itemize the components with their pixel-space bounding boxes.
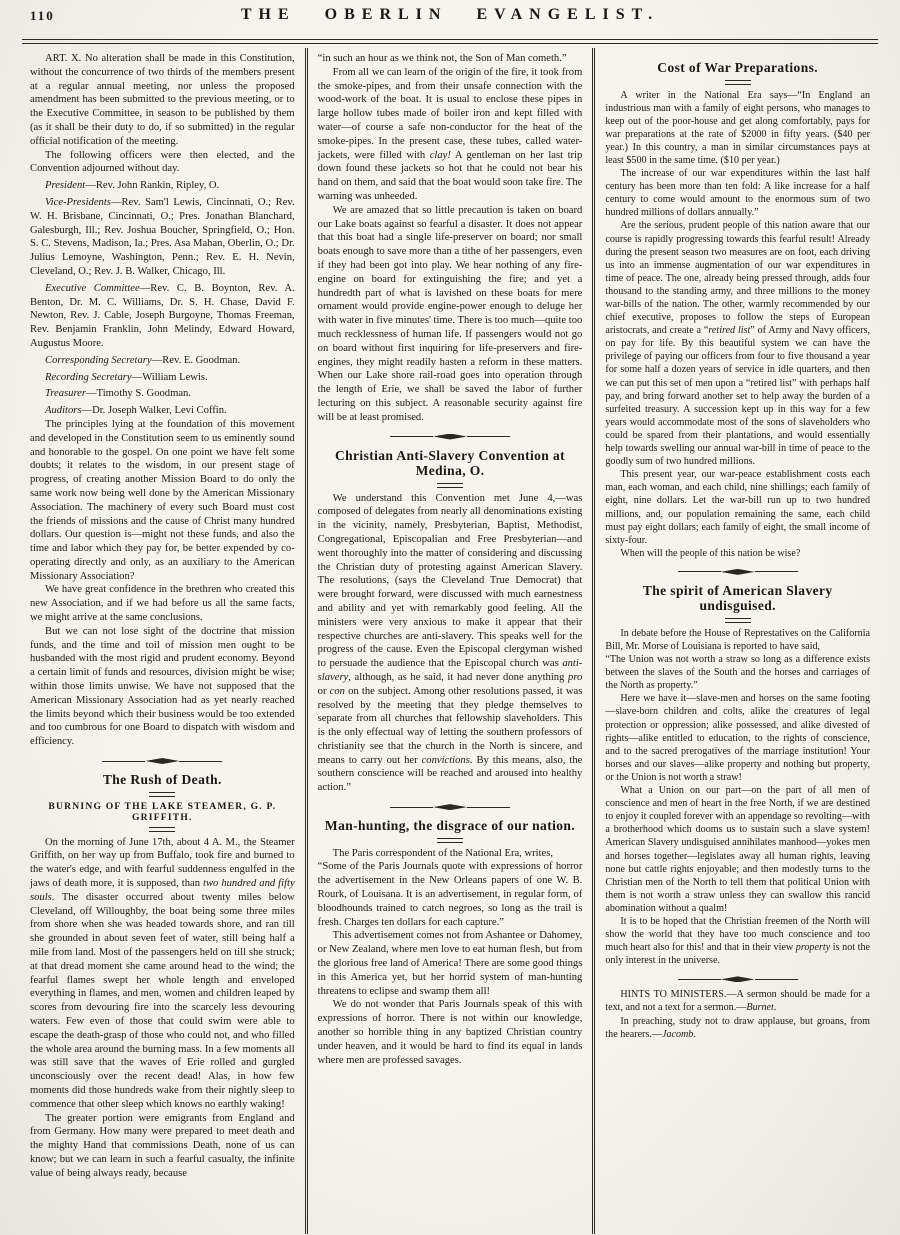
paragraph: “Some of the Paris Journals quote with expressions of horror the advertisement in the New Orleans papers of one W. B. Rourk, of Louisana. It is an advertisement, in regular form, of bloodhounds trained to catch negroes, so long as the trail is fresh. Charges ten dollars for each capture.” (317, 861, 583, 928)
paragraph: The greater portion were emigrants from England and from Germany. How many were prepared to meet death and the mighty Hand that commissions Death, none of us can know; but we can learn in such a fearful casualty, the infinite value of being always ready, because (30, 1112, 295, 1179)
divider-line (755, 979, 798, 980)
paragraph: In debate before the House of Represtatives on the California Bill, Mr. Morse of Louisiana is reported to have said, (605, 627, 871, 653)
divider-diamond-icon (433, 804, 467, 810)
paragraph: We do not wonder that Paris Journals speak of this with expressions of horror. There is not within our knowledge, another so horrible thing in any baptized Christian country under heaven, and it would be hard to find its equal in lands where men are professed savages. (317, 999, 583, 1066)
section-divider-ornament (678, 976, 798, 982)
divider-diamond-icon (145, 758, 179, 764)
divider-line (390, 436, 433, 437)
paragraph: We have great confidence in the brethren who created this new Association, and if we had before us all the same facts, we might arrive at the same conclusions. (30, 584, 295, 624)
divider-line (390, 807, 433, 808)
paragraph: This present year, our war-peace establishment costs each man, each woman, and each child, nine shillings; each family of eight, nine dollars. Let the war-bill run up to two hundred millions, and, our population remaining the same, each child must pay eight dollars; each family of eight, the small income of sixty-four. (605, 469, 871, 546)
article-heading: Cost of War Preparations. (657, 60, 819, 75)
paragraph: A writer in the National Era says—“In England an industrious man with a family of eight persons, who manages to keep out of the poor-house and get along comfortably, pays for war preparations at the rate of $2000 in fifty years. ($40 per year.) In this country, a man in similar circumstances pays at least $500 in the same time. ($10 per year.) (605, 89, 871, 166)
paragraph: This advertisement comes not from Ashantee or Dahomey, or New Zealand, where men love to eat human flesh, but from the glorious free land of America! There are some good things in this America yet, but her horrid system of man-hunting threatens to eclipse and swamp them all! (317, 930, 583, 997)
page-header (0, 0, 900, 36)
page-columns (20, 48, 880, 1234)
section-divider-ornament (678, 569, 798, 575)
header-rule (22, 39, 878, 44)
divider-line (755, 571, 798, 572)
article-heading: The Rush of Death. (102, 772, 222, 788)
masthead-title: THE OBERLIN EVANGELIST. (240, 6, 660, 23)
divider-line (467, 436, 510, 437)
heading-rule (149, 827, 175, 832)
heading-rule (437, 483, 463, 488)
divider-line (678, 571, 721, 572)
paragraph: Recording Secretary—William Lewis. (45, 371, 208, 383)
paragraph: Executive Committee—Rev. C. B. Boynton, Rev. A. Benton, Dr. M. C. Williams, Dr. S. H. Chase, David F. Newton, Rev. J. Cable, Joseph Burgoyne, Thomas Freeman, Rev. Benjamin Franklin, John Melindy, Edward Howard, Augustus Moore. (30, 282, 295, 349)
article-subheading: BURNING OF THE LAKE STEAMER, G. P. GRIFFITH. (48, 800, 277, 823)
divider-diamond-icon (721, 976, 755, 982)
paragraph: The principles lying at the foundation of this movement and developed in the Constitution seem to us eminently sound and honorable to the gospel. On one point we have felt some doubts; it relates to the wisdom, in our present stage of progress, of creating another Mission Board to do only the same work now being well done by the American Missionary Association. The machinery of every such Board must cost the friends of missions and the cause of Christ many hundred dollars. Our question is—might not these funds, and also the time and labor which they pay for, be better expended by co-operating directly and only, as an auxiliary to the American Missionary Association? (30, 418, 295, 582)
paragraph: Corresponding Secretary—Rev. E. Goodman. (45, 354, 241, 366)
heading-rule (149, 792, 175, 797)
article-heading: Man-hunting, the disgrace of our nation. (324, 818, 576, 834)
page-number: 110 (30, 8, 55, 23)
paragraph: It is to be hoped that the Christian freemen of the North will show the world that they have too much conscience and too much heart also for this! and that in their view property is not the only interest in the universe. (605, 915, 871, 967)
paragraph: “in such an hour as we think not, the Son of Man cometh.” (317, 53, 567, 64)
paragraph: President—Rev. John Rankin, Ripley, O. (45, 180, 220, 192)
paragraph: Auditors—Dr. Joseph Walker, Levi Coffin. (45, 405, 227, 417)
paragraph: The increase of our war expenditures within the last half century has been more than ten fold: A like increase for a half century to come would amount to the enormous sum of two hundred millions of dollars annually.” (605, 168, 871, 219)
column-3 (592, 48, 880, 1234)
section-divider-ornament (390, 434, 510, 440)
paragraph: What a Union on our part—on the part of all men of conscience and men of heart in the free North, if we are destined to enjoy it coupled forever with an appendage so revolting—with a brotherhood which dooms us to sustain such a slave system! American Slavery undisguised annihilates manhood—yokes men and horses together—legislates away all human rights, leaving none but cattle rights enjoyable; and then modestly turns to the Christian men of the North to tell them that political Union with them is not worth a straw unless they can swallow this rancid abomination without a qualm! (605, 785, 871, 914)
section-divider-ornament (102, 758, 222, 764)
section-divider-ornament (390, 804, 510, 810)
divider-diamond-icon (433, 434, 467, 440)
paragraph: We understand this Convention met June 4,—was composed of delegates from nearly all denominations existing in the vicinity, namely, Presbyterian, Baptist, Methodist, Congregational, Episcopalian and Free Presbyterian—and went thoroughly into the matter of considering and discussing the Christian duty of protesting against American Slavery. The resolutions, (says the Cleveland True Democrat) that were brought forward, were discussed with much earnestness and ability and yet with remarkably good feeling. All the ministers were very anxious to make it appear that their respective churches are anti-slavery. This speaks well for the progress of the cause. Even the Episcopal clergyman wished to persuade the audience that the Episcopal church was anti-slavery, although, as he said, it had never done anything pro or con on the subject. Among other resolutions passed, it was resolved by the meeting that they pledge themselves to separate from all churches that fellowship slaveholders. This is the only effectual way of letting the southern professors of christianity see that the church in the North is sincere, and means to carry out her convictions. By this means, also, the southern conscience will be reached and aroused into healthy action.” (317, 492, 583, 794)
heading-rule (725, 618, 751, 623)
heading-rule (437, 838, 463, 843)
article-heading: Christian Anti-Slavery Convention at Medina, O. (334, 447, 566, 479)
article-heading: The spirit of American Slavery undisguised. (642, 582, 833, 614)
paragraph: The following officers were then elected, and the Convention adjourned without day. (30, 149, 295, 175)
divider-line (102, 761, 145, 762)
column-2 (305, 48, 593, 1234)
paragraph: The Paris correspondent of the National Era, writes, (332, 847, 554, 859)
column-1 (20, 48, 305, 1234)
paragraph: Here we have it—slave-men and horses on the same footing—slave-born children and colts, alike the creatures of legal protection or oppression; alike possessed, and alike divested of rights—alike entitled to education, to the rights of conscience, and to the sacred prerogatives of the marriage institution! Your horses and our slaves—alike property and nothing but property, or the Union is not worth a straw! (605, 693, 871, 783)
divider-diamond-icon (721, 569, 755, 575)
paragraph: When will the people of this nation be wise? (620, 547, 801, 559)
paragraph: We are amazed that so little precaution is taken on board our Lake boats against so fearful a disaster. It does not appear that this boat had a single life-preserver on board; nor small boats enough to save more than a tithe of her passengers, even if they had been got into play. We hear nothing of any fire-engine on board for extinguishing the fire; and yet a hundredth part of what is lavished on these boats for mere ornament would provide engine-power enough to deluge her with water in five minutes' time. There is too much—quite too much recklessness of human life. If passengers would not go on board without first inquiring for life-preservers and fire-engines, they might readily hasten a reform in these matters. When our Lake shore rail-road goes into operation through the length of Erie, we shall be saved the labor of further lecturing on this subject. A reasonable security against fire will be at least promised. (317, 204, 583, 423)
divider-line (678, 979, 721, 980)
divider-line (467, 807, 510, 808)
heading-rule (725, 80, 751, 85)
paragraph: Treasurer—Timothy S. Goodman. (45, 388, 191, 400)
paragraph: In preaching, study not to draw applause, but groans, from the hearers.—Jacomb. (605, 1015, 871, 1040)
paragraph: From all we can learn of the origin of the fire, it took from the smoke-pipes, and from their unsafe connection with the wood-work of the boat. It is usual to enclose these pipes in large hollow tubes made of boiler iron and kept filled with water—of course a safe non-conductor for the heat of the smoke-pipes. In the present case, these tubes, called water-jackets, were filled with clay! A gentleman on her last trip down found these jackets so hot that he could not bear his hand on them, and said that the boat would soon take fire. The warning was unheeded. (317, 66, 583, 202)
paragraph: On the morning of June 17th, about 4 A. M., the Steamer Griffith, on her way up from Buffalo, took fire and burned to the water's edge, and with fearful suddenness engulfed in the jaws of death more, it is supposed, than two hundred and fifty souls. The disaster occurred about twenty miles below Cleveland, off Willoughby, the boat being some three miles from shore when she was headed towards shore, and ran till she grounded in about seven feet of water, still being half a mile from land. Most of the passengers held on till she struck; at that dread moment she came around head to the wind; the fearful flames swept her whole length and enveloped everything in flames, and men, women and children leaped by scores from devouring fire into the scarcely less devouring waters. Few even of those that could swim were able to escape the death-grasp of those who could not, and who filled the whole area around the burning mass. In a few moments all was still save that the waves of Erie rolled and gurgled unconsciously over the recent dead! Alas, in how few moments did those hundreds wake from their nightly sleep to commence that other sleep which knows no earthly waking! (30, 836, 295, 1110)
paragraph: But we can not lose sight of the doctrine that mission funds, and the time and toil of mission men ought to be husbanded with the most rigid and prudent economy. Beyond a certain limit of funds and resources, division might be wise; within those limits unwise. We have not supposed that the American Missionary Association had as yet nearly reached the limits beyond which their business would be too extended and too cumbrous for one Board to dispatch with wisdom and efficiency. (30, 625, 295, 748)
paragraph: HINTS TO MINISTERS.—A sermon should be made for a text, and not a text for a sermon.—Burnet. (605, 989, 871, 1014)
paragraph: “The Union was not worth a straw so long as a difference exists between the slaves of the South and the horses and carriages of the North as property.” (605, 654, 871, 692)
paragraph: ART. X. No alteration shall be made in this Constitution, without the concurrence of two thirds of the members present at a regular annual meeting, nor unless the proposed amendment has been submitted to the previous meeting, or to the Executive Committee, in season to be published by them (as it shall be their duty to do, if so submitted) in the regular official notification of the meeting. (30, 53, 295, 147)
paragraph: Are the serious, prudent people of this nation aware that our course is rapidly progressing towards this fearful result! Already during the present season two measures are on foot, each driving us into an immense augmentation of our war expenditures in time of peace. The one, already being pressed through, adds four thousand to the standing army, and three millions to the money war-bills of the nation. The other, warmly recommended by our chief executive, proposes to follow the steps of European aristocrats, and create a “retired list” of Army and Navy officers, on pay for life. By this beautiful system we can have the privilege of paying our officers from four to five thousand a year for some half a dozen years of service in idle quarters, and then we can put this set of men upon a “retired list” with perhaps half pay, and bring forward another set to help away the burden of a surfeited treasury. A succession kept up in this way for a few years would accommodate most of the sons of slaveholders who could be spared from their plantations, and would essentially help towards swelling our annual war-bill in time of peace to the goodly sum of two hundred millions. (605, 220, 871, 468)
divider-line (179, 761, 222, 762)
paragraph: Vice-Presidents—Rev. Sam'l Lewis, Cincinnati, O.; Rev. W. H. Brisbane, Cincinnati, O.; Pres. Jonathan Blanchard, Galesburgh, Ill.; Rev. Joshua Boucher, Springfield, O.; Hon. S. C. Stevens, Madison, Ia.; Pres. Asa Mahan, Oberlin, O.; Dr. Julius Lemoyne, Washington, Penn.; Rev. E. H. Nevin, Cleveland, O.; Rev. J. B. Walker, Chicago, Ill. (30, 196, 295, 277)
